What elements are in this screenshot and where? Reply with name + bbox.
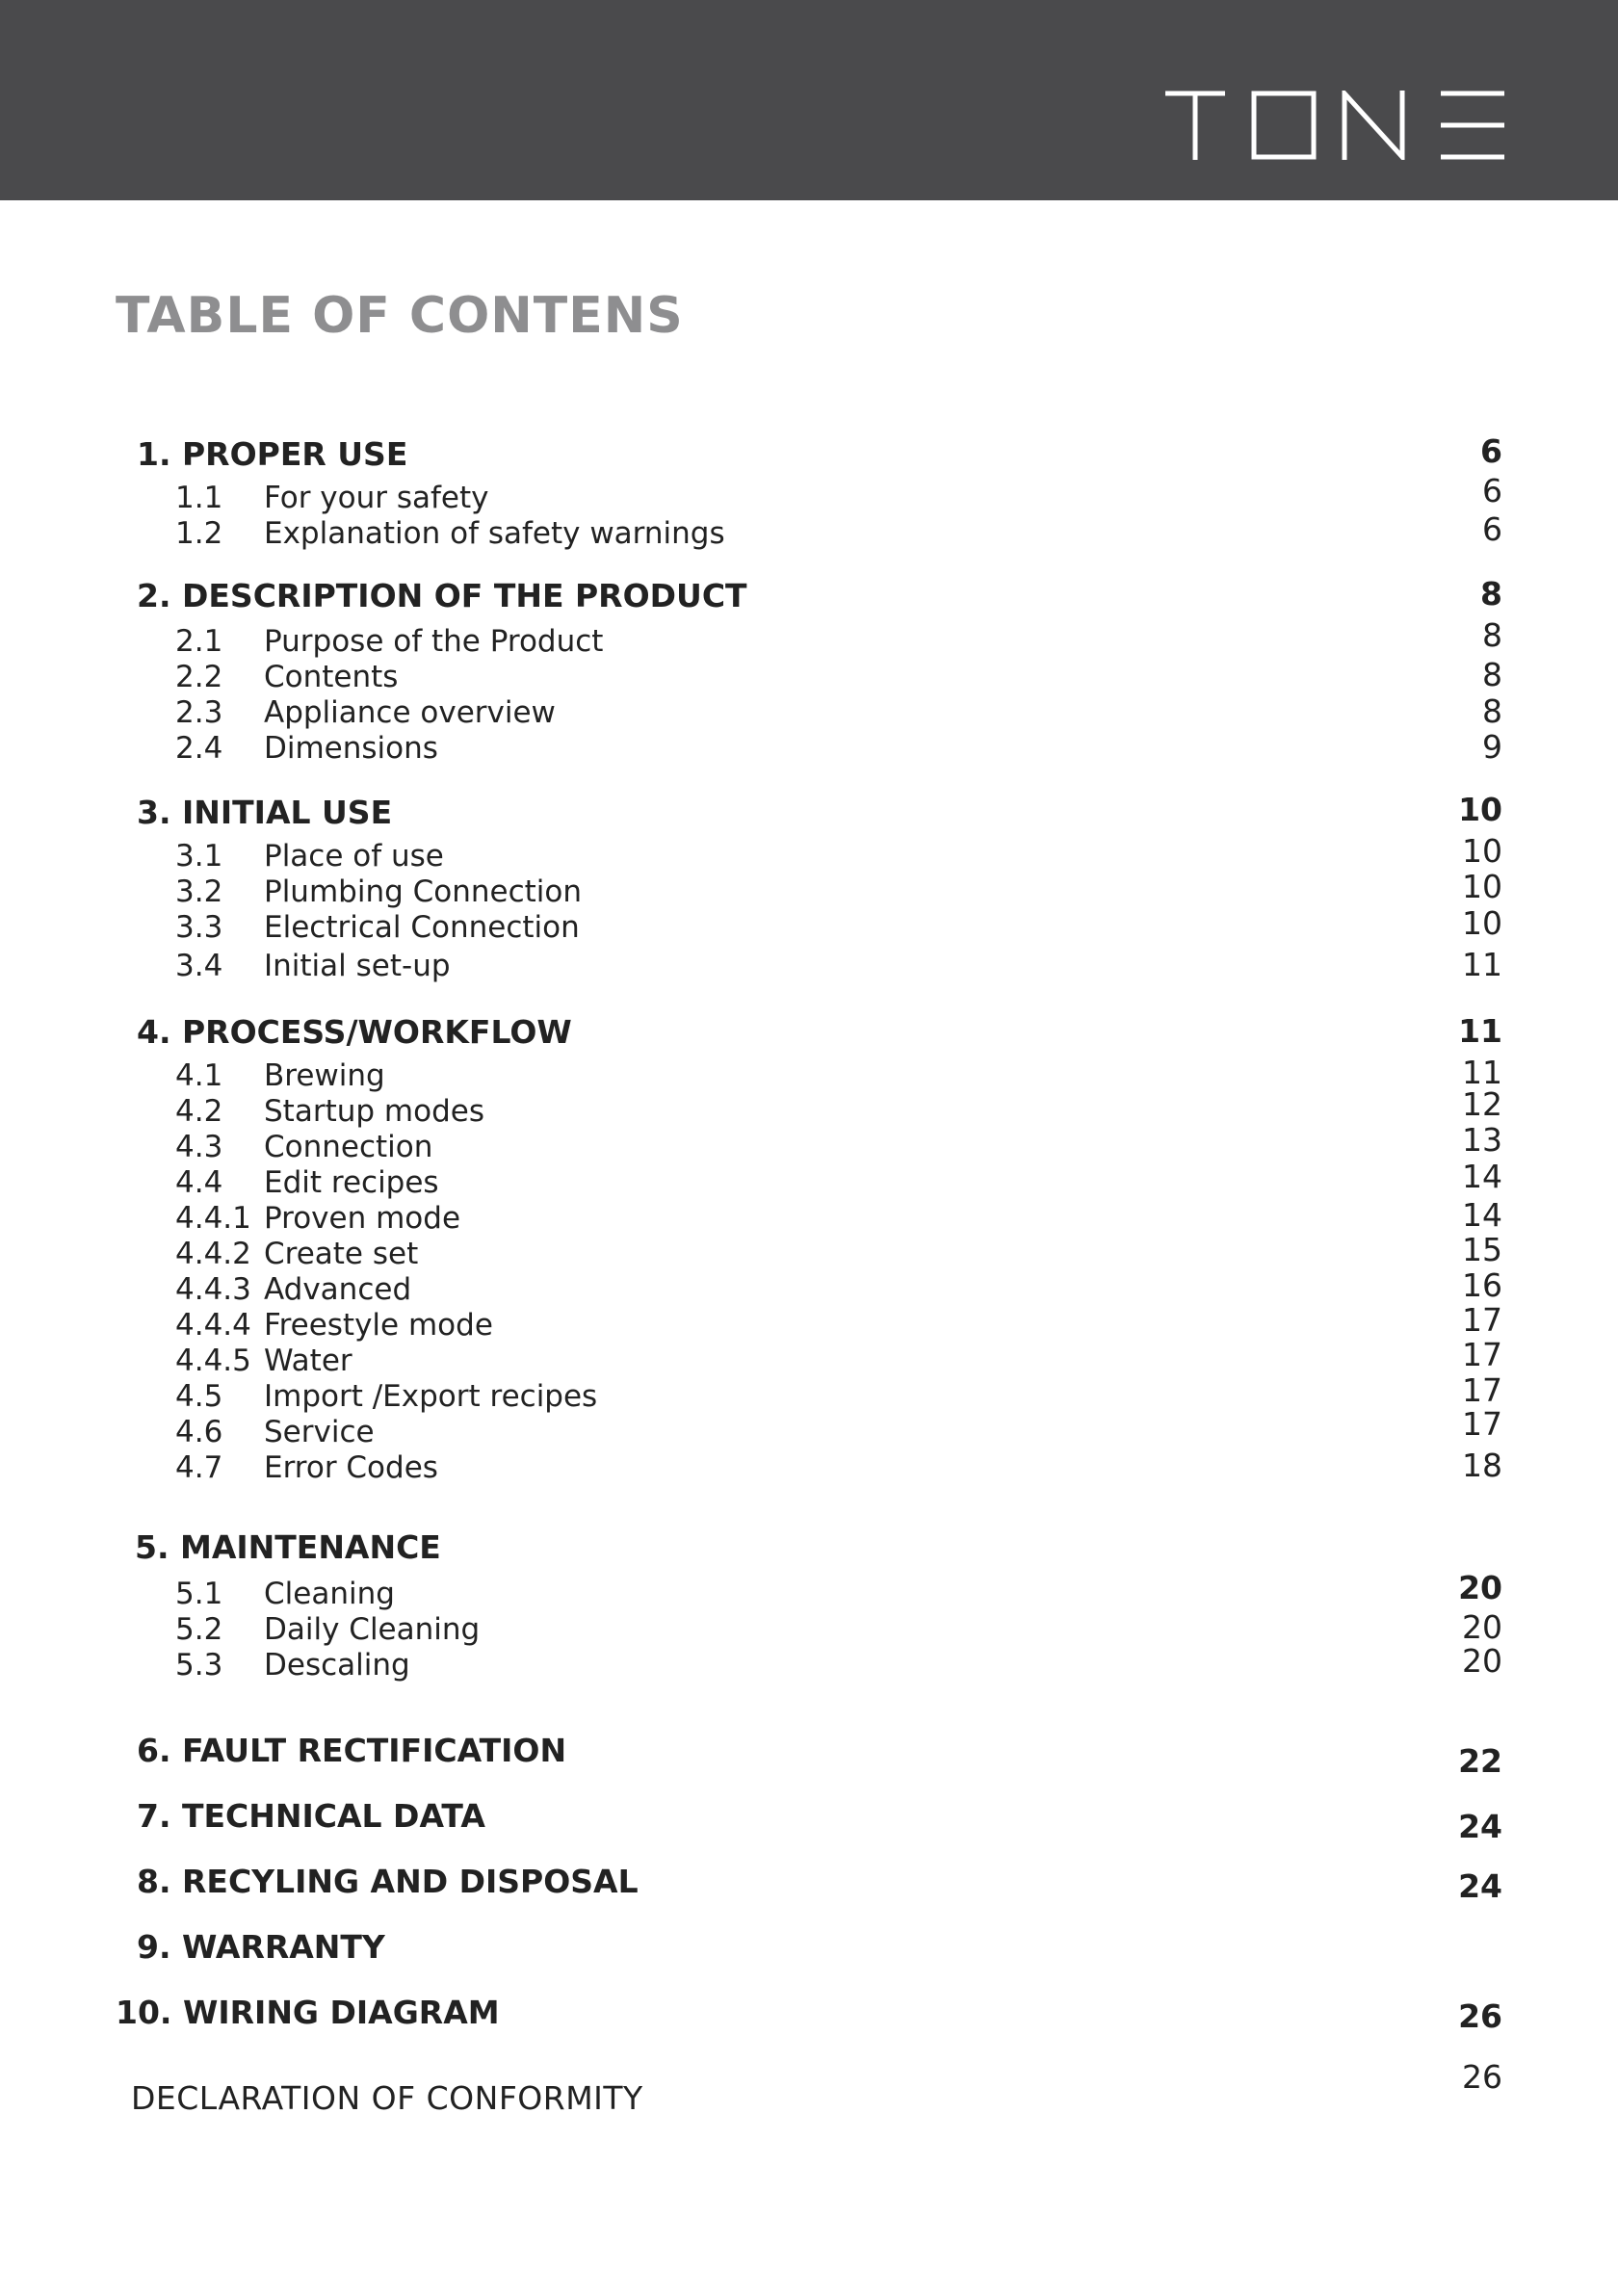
toc-entry-number: 4.2 [175, 1094, 223, 1129]
toc-entry-number: 3.1 [175, 839, 223, 874]
toc-entry-5-2[interactable] [175, 1612, 481, 1647]
toc-page-number: 15 [1462, 1231, 1502, 1268]
toc-entry-number: 3.3 [175, 910, 223, 945]
toc-page-number: 16 [1462, 1266, 1502, 1304]
toc-page-number: 22 [1458, 1742, 1502, 1780]
toc-entry-4-3[interactable] [175, 1130, 433, 1164]
toc-page-number: 6 [1480, 432, 1502, 470]
header-bar [0, 0, 1618, 200]
toc-entry-label: Plumbing Connection [264, 874, 583, 909]
toc-page-number: 18 [1462, 1447, 1502, 1484]
toc-entry-label: Daily Cleaning [264, 1612, 481, 1647]
toc-entry-label: For your safety [264, 481, 489, 515]
toc-page-number: 20 [1458, 1569, 1502, 1606]
toc-page-number: 20 [1462, 1642, 1502, 1680]
toc-entry-number: 4.4.3 [175, 1272, 251, 1307]
toc-section-label: 1. PROPER USE [137, 435, 408, 473]
toc-entry-number: 4.5 [175, 1379, 223, 1414]
toc-entry-4-4-1[interactable] [175, 1201, 461, 1236]
toc-entry-3-4[interactable] [175, 949, 451, 983]
toc-page-number: 9 [1482, 728, 1502, 766]
toc-section-4[interactable] [137, 1013, 572, 1051]
toc-page-number: 6 [1482, 510, 1502, 548]
toc-section-1[interactable] [137, 435, 408, 473]
toc-entry-4-4-3[interactable] [175, 1272, 412, 1307]
toc-entry-1-2[interactable] [175, 516, 725, 551]
toc-entry-number: 5.1 [175, 1577, 223, 1611]
toc-page-number: 10 [1458, 791, 1502, 828]
toc-page-number: 24 [1458, 1867, 1502, 1905]
toc-page-number: 8 [1482, 656, 1502, 693]
toc-entry-label: Advanced [264, 1272, 412, 1307]
toc-section-label: 8. RECYLING AND DISPOSAL [137, 1863, 639, 1900]
toc-entry-label: Brewing [264, 1058, 385, 1093]
toc-entry-number: 5.2 [175, 1612, 223, 1647]
toc-entry-number: 4.4.1 [175, 1201, 251, 1236]
toc-section-8[interactable] [137, 1863, 639, 1900]
toc-page-number: 11 [1462, 946, 1502, 983]
toc-section-label: 2. DESCRIPTION OF THE PRODUCT [137, 577, 747, 614]
toc-entry-label: Freestyle mode [264, 1308, 493, 1343]
toc-entry-4-4[interactable] [175, 1165, 439, 1200]
toc-section-label: 9. WARRANTY [137, 1928, 385, 1966]
toc-entry-4-5[interactable] [175, 1379, 598, 1414]
toc-entry-2-4[interactable] [175, 731, 438, 766]
toc-section-label: 6. FAULT RECTIFICATION [137, 1732, 567, 1769]
toc-entry-label: Cleaning [264, 1577, 395, 1611]
toc-entry-1-1[interactable] [175, 483, 488, 513]
toc-entry-label: Electrical Connection [264, 910, 580, 945]
toc-entry-label: Contents [264, 660, 399, 694]
toc-entry-label: Proven mode [264, 1201, 461, 1236]
toc-entry-number: 4.4 [175, 1165, 223, 1200]
toc-page-number: 14 [1462, 1158, 1502, 1195]
toc-entry-number: 4.7 [175, 1450, 223, 1485]
toc-entry-3-1[interactable] [175, 839, 444, 874]
toc-entry-3-3[interactable] [175, 910, 580, 945]
toc-entry-number: 2.1 [175, 624, 223, 659]
toc-entry-number: 4.4.5 [175, 1344, 251, 1378]
toc-entry-number: 4.1 [175, 1058, 223, 1093]
toc-entry-label: Dimensions [264, 731, 438, 766]
toc-page-number: 17 [1462, 1371, 1502, 1409]
toc-page-number: 14 [1462, 1196, 1502, 1234]
toc-entry-2-3[interactable] [175, 695, 556, 730]
toc-entry-number: 4.4.2 [175, 1237, 251, 1271]
toc-declaration[interactable] [131, 2079, 643, 2117]
toc-page-number: 17 [1462, 1336, 1502, 1373]
toc-entry-2-2[interactable] [175, 660, 399, 694]
toc-page-number: 13 [1462, 1121, 1502, 1159]
toc-page-number: 11 [1462, 1054, 1502, 1091]
toc-entry-number: 4.6 [175, 1415, 223, 1449]
toc-page-number: 26 [1458, 1997, 1502, 2035]
toc-entry-label: Descaling [264, 1648, 410, 1683]
toc-entry-4-2[interactable] [175, 1094, 484, 1129]
toc-section-6[interactable] [137, 1732, 567, 1769]
toc-entry-label: Appliance overview [264, 695, 556, 730]
toc-entry-label: Import /Export recipes [264, 1379, 598, 1414]
toc-section-10[interactable] [116, 1994, 500, 2031]
toc-entry-number: 1.2 [175, 516, 223, 551]
toc-entry-4-7[interactable] [175, 1450, 438, 1485]
toc-section-3[interactable] [137, 794, 393, 831]
toc-entry-2-1[interactable] [175, 624, 604, 659]
toc-page-number: 8 [1482, 692, 1502, 730]
page-title: TABLE OF CONTENS [116, 287, 684, 345]
toc-section-7[interactable] [137, 1797, 485, 1835]
toc-entry-5-1[interactable] [175, 1579, 395, 1609]
toc-entry-label: Water [264, 1344, 352, 1378]
toc-page-number: 11 [1458, 1012, 1502, 1050]
toc-entry-3-2[interactable] [175, 874, 583, 909]
toc-entry-label: Initial set-up [264, 949, 451, 983]
toc-entry-label: Edit recipes [264, 1165, 439, 1200]
tone-logo [1165, 91, 1504, 160]
toc-entry-number: 2.2 [175, 660, 223, 694]
toc-section-label: 10. WIRING DIAGRAM [116, 1994, 500, 2031]
toc-page-number: 12 [1462, 1085, 1502, 1123]
toc-page-number: 10 [1462, 832, 1502, 870]
toc-entry-label: Place of use [264, 839, 444, 874]
toc-section-label: 3. INITIAL USE [137, 794, 393, 831]
toc-entry-label: Service [264, 1415, 375, 1449]
toc-section-label: 5. MAINTENANCE [135, 1528, 441, 1566]
toc-entry-label: Startup modes [264, 1094, 484, 1129]
toc-entry-number: 3.4 [175, 949, 223, 983]
toc-section-5[interactable] [135, 1528, 441, 1566]
toc-entry-label: Purpose of the Product [264, 624, 604, 659]
toc-page-number: 10 [1462, 868, 1502, 905]
toc-entry-4-6[interactable] [175, 1415, 375, 1449]
toc-entry-4-4-5[interactable] [175, 1346, 352, 1376]
toc-declaration-label: DECLARATION OF CONFORMITY [131, 2079, 643, 2117]
toc-section-label: 4. PROCESS/WORKFLOW [137, 1013, 572, 1051]
toc-entry-label: Create set [264, 1237, 419, 1271]
toc-page-number: 24 [1458, 1808, 1502, 1845]
toc-page-number: 8 [1482, 616, 1502, 654]
toc-entry-4-1[interactable] [175, 1058, 385, 1093]
toc-entry-number: 2.3 [175, 695, 223, 730]
toc-entry-label: Explanation of safety warnings [264, 516, 725, 551]
toc-page-number: 26 [1462, 2058, 1502, 2096]
toc-entry-5-3[interactable] [175, 1648, 410, 1683]
toc-section-label: 7. TECHNICAL DATA [137, 1797, 485, 1835]
toc-entry-number: 4.3 [175, 1130, 223, 1164]
toc-entry-number: 1.1 [175, 481, 223, 515]
toc-entry-number: 5.3 [175, 1648, 223, 1683]
toc-entry-label: Connection [264, 1130, 433, 1164]
toc-section-2[interactable] [137, 577, 747, 614]
toc-page-number: 10 [1462, 904, 1502, 942]
toc-entry-number: 4.4.4 [175, 1308, 251, 1343]
toc-entry-number: 2.4 [175, 731, 223, 766]
toc-page-number: 17 [1462, 1405, 1502, 1443]
toc-entry-number: 3.2 [175, 874, 223, 909]
toc-page-number: 20 [1462, 1608, 1502, 1646]
toc-page-number: 6 [1482, 472, 1502, 509]
toc-entry-label: Error Codes [264, 1450, 438, 1485]
toc-entry-4-4-4[interactable] [175, 1308, 493, 1343]
toc-page-number: 17 [1462, 1301, 1502, 1339]
toc-section-9[interactable] [137, 1928, 385, 1966]
toc-page-number: 8 [1480, 575, 1502, 613]
toc-entry-4-4-2[interactable] [175, 1239, 418, 1269]
